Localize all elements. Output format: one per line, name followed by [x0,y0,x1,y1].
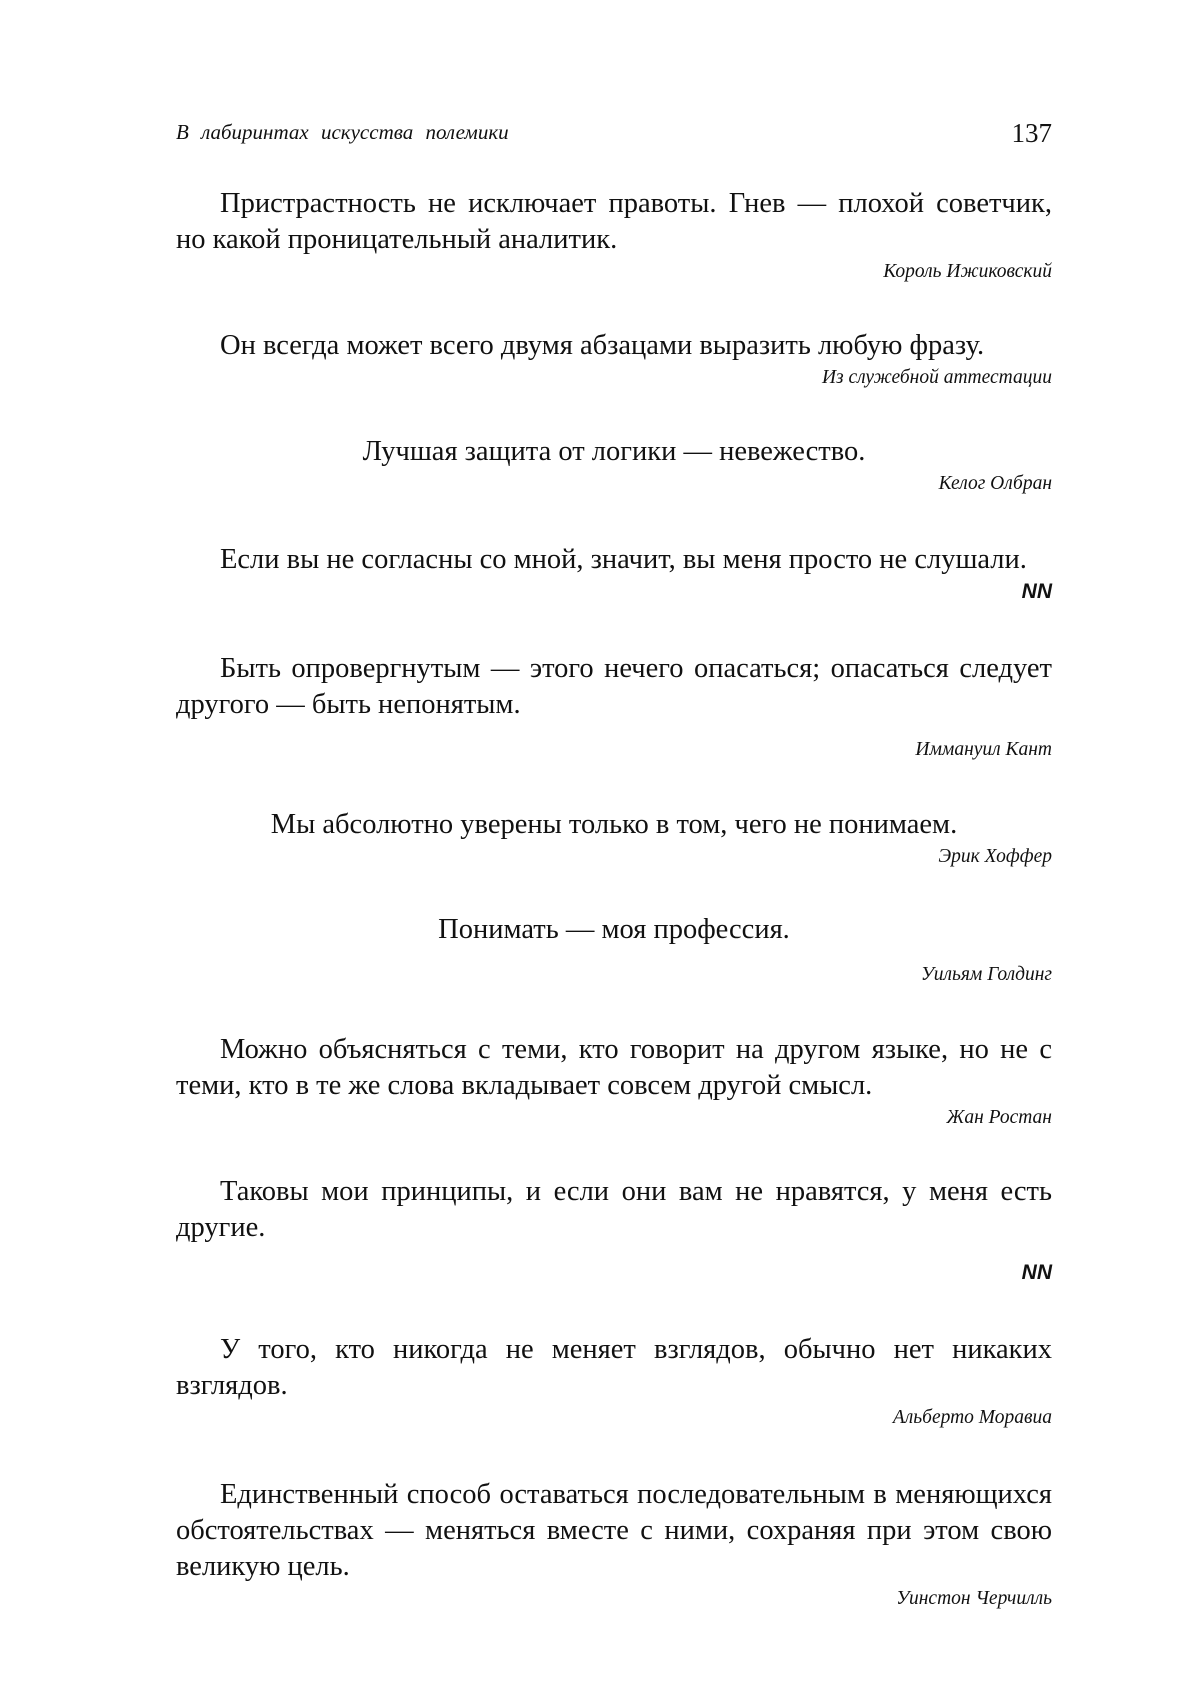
quote-text: Лучшая защита от логики — невежество. [176,434,1052,470]
quote [176,651,1052,763]
quote [176,807,1052,870]
quote [176,1477,1052,1612]
quote [176,912,1052,988]
quote-author: Из служебной аттестации [176,365,1052,391]
quote [176,1174,1052,1286]
quote-text: Пристрастность не исключает правоты. Гнев — плохой советчик, но какой проницательный аналитик. [176,186,1052,258]
running-head [176,118,1056,158]
quotes-list [176,186,1052,1612]
quote-text: У того, кто никогда не меняет взглядов, обычно нет никаких взглядов. [176,1332,1052,1404]
quote-author: Жан Ростан [176,1105,1052,1131]
quote-text: Быть опровергнутым — этого нечего опасаться; опасаться следует другого — быть непонятым. [176,651,1052,723]
quote-author: NN [176,579,1052,605]
quote [176,1032,1052,1131]
quote-text: Понимать — моя профессия. [176,912,1052,948]
quote-text: Можно объясняться с теми, кто говорит на другом языке, но не с теми, кто в те же слова вкладывает совсем другой смысл. [176,1032,1052,1104]
quote-text: Если вы не согласны со мной, значит, вы меня просто не слушали. [176,542,1052,578]
quote [176,434,1052,497]
quote-author: Иммануил Кант [176,737,1052,763]
quote-author: Альберто Моравиа [176,1405,1052,1431]
quote [176,186,1052,285]
quote-text: Таковы мои принципы, и если они вам не нравятся, у меня есть другие. [176,1174,1052,1246]
quote [176,1332,1052,1431]
book-title: В лабиринтах искусства полемики [176,120,509,145]
quote-author: Король Ижиковский [176,259,1052,285]
quote-author: Эрик Хоффер [176,844,1052,870]
quote-text: Мы абсолютно уверены только в том, чего не понимаем. [176,807,1052,843]
page-number: 137 [1012,118,1053,149]
quote [176,328,1052,391]
quote-author: Уинстон Черчилль [176,1586,1052,1612]
quote-text: Единственный способ оставаться последовательным в меняющихся обстоятельствах — меняться вместе с ними, сохраняя при этом свою великую цель. [176,1477,1052,1585]
quote-author: Уильям Голдинг [176,962,1052,988]
quote [176,542,1052,605]
quote-text: Он всегда может всего двумя абзацами выразить любую фразу. [176,328,1052,364]
quote-author: NN [176,1260,1052,1286]
book-page [0,0,1200,1708]
quote-author: Келог Олбран [176,471,1052,497]
